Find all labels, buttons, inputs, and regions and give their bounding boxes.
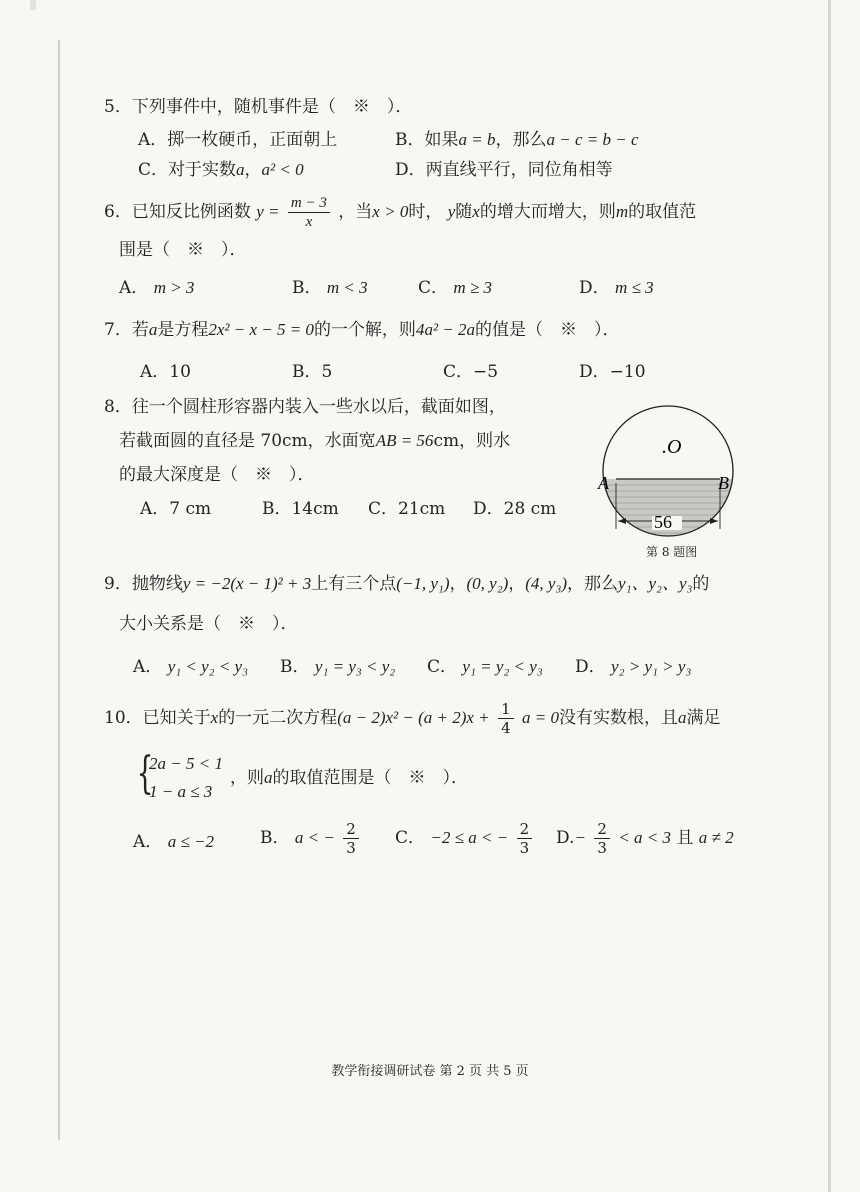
q10-option-b: B． a < − $\frac{2}{3}$ xyxy=(260,820,362,857)
arrow-left xyxy=(618,518,626,524)
q5-stem: 5．下列事件中，随机事件是（ ※ ）． xyxy=(104,97,413,117)
page-footer: 教学衔接调研试卷 第 2 页 共 5 页 xyxy=(331,1064,529,1079)
q9-option-a: A． y₁ < y₂ < y₃ xyxy=(133,657,248,677)
q10-option-a: A． a ≤ −2 xyxy=(133,832,214,852)
label-b: B xyxy=(718,473,729,493)
q7-stem: 7．若a是方程2x² − x − 5 = 0的一个解，则4a² − 2a的值是（ ※ ）． xyxy=(104,320,620,340)
q8-stem-line1: 8．往一个圆柱形容器内装入一些水以后，截面如图， xyxy=(104,397,506,417)
q8-option-a: A．7 cm xyxy=(140,499,212,519)
q10-fraction: $\frac{1}{4}$ xyxy=(498,700,514,737)
q7-option-b: B．5 xyxy=(292,362,333,382)
q8-option-c: C．21cm xyxy=(368,499,446,519)
q10-option-d: D.− $\frac{2}{3}$ < a < 3 且 a ≠ 2 xyxy=(556,820,734,857)
q10-option-c-fraction: $\frac{2}{3}$ xyxy=(517,820,533,857)
q10-system-line2: 1 − a ≤ 3 xyxy=(149,782,213,801)
arrow-right xyxy=(710,518,718,524)
q6-option-c: C． m ≥ 3 xyxy=(418,278,493,298)
q10-option-b-fraction: $\frac{2}{3}$ xyxy=(343,820,359,857)
q8-option-b: B．14cm xyxy=(262,499,339,519)
q10-range-prompt: ，则a的取值范围是（ ※ ）． xyxy=(230,768,468,788)
q6-stem: 6．已知反比例函数 y = $\frac{m - 3}{x}$ ，当x > 0时， y随x的增大而增大，则m的取值范 xyxy=(104,195,697,230)
q7-option-a: A．10 xyxy=(140,362,191,382)
label-a: A xyxy=(598,473,609,493)
q9-option-b: B． y₁ = y₃ < y₂ xyxy=(280,657,396,677)
width-label: 56 xyxy=(654,512,672,532)
q8-figure xyxy=(590,395,750,545)
q6-option-a: A． m > 3 xyxy=(119,278,195,298)
q10-option-c: C． −2 ≤ a < − $\frac{2}{3}$ xyxy=(395,820,535,857)
q9-stem: 9．抛物线y = −2(x − 1)² + 3上有三个点(−1, y₁)，(0, y₂)，(4, y₃)，那么y₁、y₂、y₃的 xyxy=(104,574,710,594)
q9-option-c: C． y₁ = y₂ < y₃ xyxy=(427,657,543,677)
q6-stem-line2: 围是（ ※ ）． xyxy=(119,240,247,260)
q8-stem-line2: 若截面圆的直径是 70cm，水面宽AB = 56cm，则水 xyxy=(119,431,511,451)
center-label: .O xyxy=(662,436,682,458)
scan-mark xyxy=(30,0,36,10)
q5-option-c: C．对于实数a，a² < 0 xyxy=(138,160,304,180)
q5-option-a: A．掷一枚硬币，正面朝上 xyxy=(138,130,338,150)
q9-stem-line2: 大小关系是（ ※ ）． xyxy=(119,614,298,634)
q7-option-d: D．−10 xyxy=(579,362,646,382)
q8-stem-line3: 的最大深度是（ ※ ）． xyxy=(119,465,315,485)
q6-fraction: $\frac{m - 3}{x}$ xyxy=(288,194,330,231)
q10-option-d-fraction: $\frac{2}{3}$ xyxy=(594,820,610,857)
q5-option-b: B．如果a = b，那么a − c = b − c xyxy=(395,130,639,150)
q9-option-d: D． y₂ > y₁ > y₃ xyxy=(575,657,692,677)
scan-edge-right xyxy=(828,0,831,1192)
q10-stem: 10．已知关于x的一元二次方程(a − 2)x² − (a + 2)x + $\frac{1}{4}$ a = 0没有实数根，且a满足 xyxy=(104,700,721,737)
figure-caption: 第 8 题图 xyxy=(646,545,698,559)
q5-option-d: D．两直线平行，同位角相等 xyxy=(395,160,613,180)
q6-option-b: B． m < 3 xyxy=(292,278,368,298)
system-brace: { xyxy=(136,748,154,799)
q6-option-d: D． m ≤ 3 xyxy=(579,278,654,298)
q8-option-d: D．28 cm xyxy=(473,499,557,519)
q7-option-c: C．−5 xyxy=(443,362,499,382)
scan-edge-left xyxy=(58,40,60,1140)
q10-system-line1: 2a − 5 < 1 xyxy=(149,754,223,773)
